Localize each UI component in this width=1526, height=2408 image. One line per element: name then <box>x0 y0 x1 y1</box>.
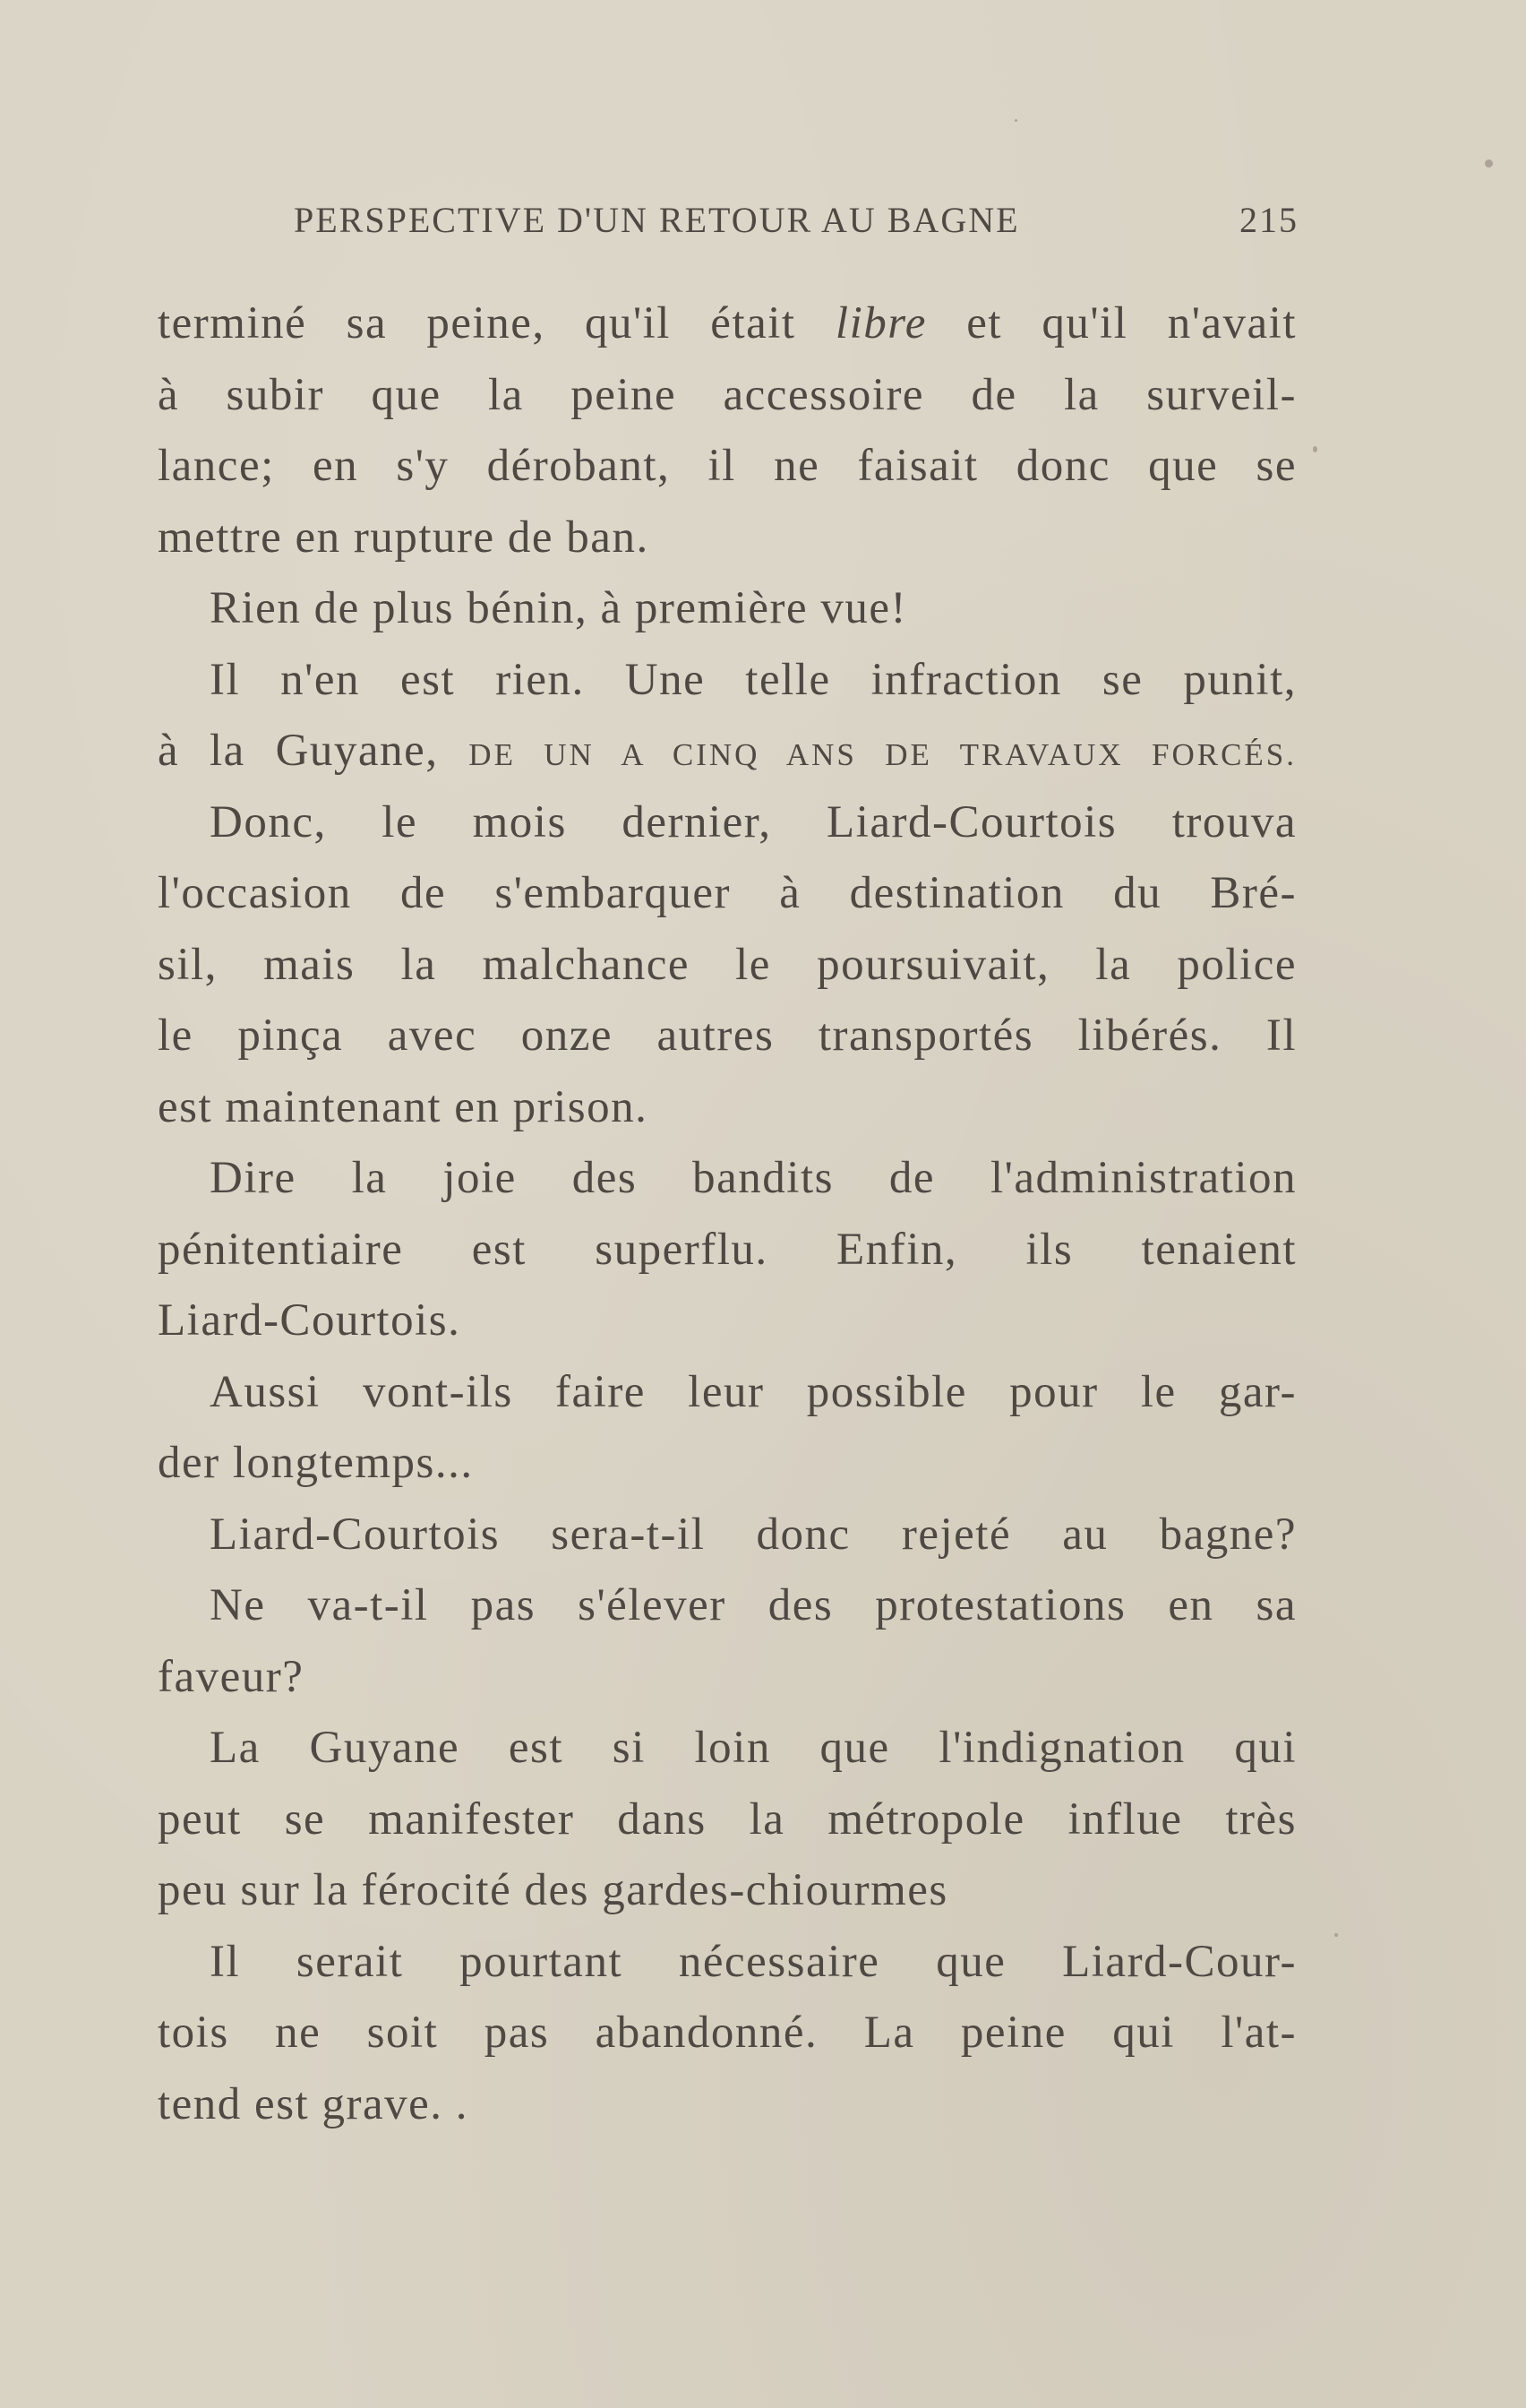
text-line: lance; en s'y dérobant, il ne faisait donc que se <box>158 441 1297 491</box>
text-line: mettre en rupture de ban. <box>158 512 649 563</box>
text-line: peut se manifester dans la métropole influe très <box>158 1793 1297 1845</box>
paper-speck <box>1015 119 1017 122</box>
text-line: à la Guyane, DE UN A CINQ ANS DE TRAVAUX FORCÉS. <box>158 726 1298 776</box>
paper-speck <box>1334 1933 1338 1937</box>
text-line: Il n'en est rien. Une telle infraction se punit, <box>210 654 1297 705</box>
text-line: Ne va-t-il pas s'élever des protestations en sa <box>210 1580 1297 1630</box>
page-header <box>294 199 1299 249</box>
text-line: sil, mais la malchance le poursuivait, la police <box>158 939 1297 990</box>
text-line: Liard-Courtois. <box>158 1295 461 1346</box>
text-line: le pinça avec onze autres transportés libérés. Il <box>158 1010 1297 1061</box>
text-line: peu sur la férocité des gardes-chiourmes <box>158 1865 948 1915</box>
text-line: Dire la joie des bandits de l'administration <box>210 1153 1297 1203</box>
text-line: tois ne soit pas abandonné. La peine qui l'at- <box>158 2008 1297 2058</box>
text-line: faveur? <box>158 1651 304 1702</box>
small-caps-phrase: DE UN A CINQ ANS DE TRAVAUX FORCÉS. <box>468 737 1298 772</box>
body-text <box>158 288 1297 2140</box>
text-line: La Guyane est si loin que l'indignation qui <box>210 1723 1297 1773</box>
text-line: Aussi vont-ils faire leur possible pour le gar- <box>210 1366 1297 1417</box>
text-line: tend est grave. . <box>158 2078 468 2129</box>
text-line: Liard-Courtois sera-t-il donc rejeté au bagne? <box>210 1509 1297 1560</box>
running-title: PERSPECTIVE D'UN RETOUR AU BAGNE <box>294 200 1020 240</box>
text-line: l'occasion de s'embarquer à destination du Bré- <box>158 868 1297 918</box>
page-number: 215 <box>1239 200 1299 240</box>
text-line: terminé sa peine, qu'il était libre et qu'il n'avait <box>158 298 1297 348</box>
text-line: der longtemps... <box>158 1438 474 1488</box>
text-line: Rien de plus bénin, à première vue! <box>210 583 908 633</box>
text-line: à subir que la peine accessoire de la surveil- <box>158 369 1297 420</box>
paper-speck <box>1313 446 1317 452</box>
emphasis: libre <box>835 298 927 348</box>
text-line: est maintenant en prison. <box>158 1081 648 1132</box>
text-line: Donc, le mois dernier, Liard-Courtois trouva <box>210 796 1297 847</box>
paper-speck <box>1485 159 1493 168</box>
text-line: Il serait pourtant nécessaire que Liard-Cour- <box>210 1936 1297 1987</box>
text-line: pénitentiaire est superflu. Enfin, ils tenaient <box>158 1224 1297 1275</box>
